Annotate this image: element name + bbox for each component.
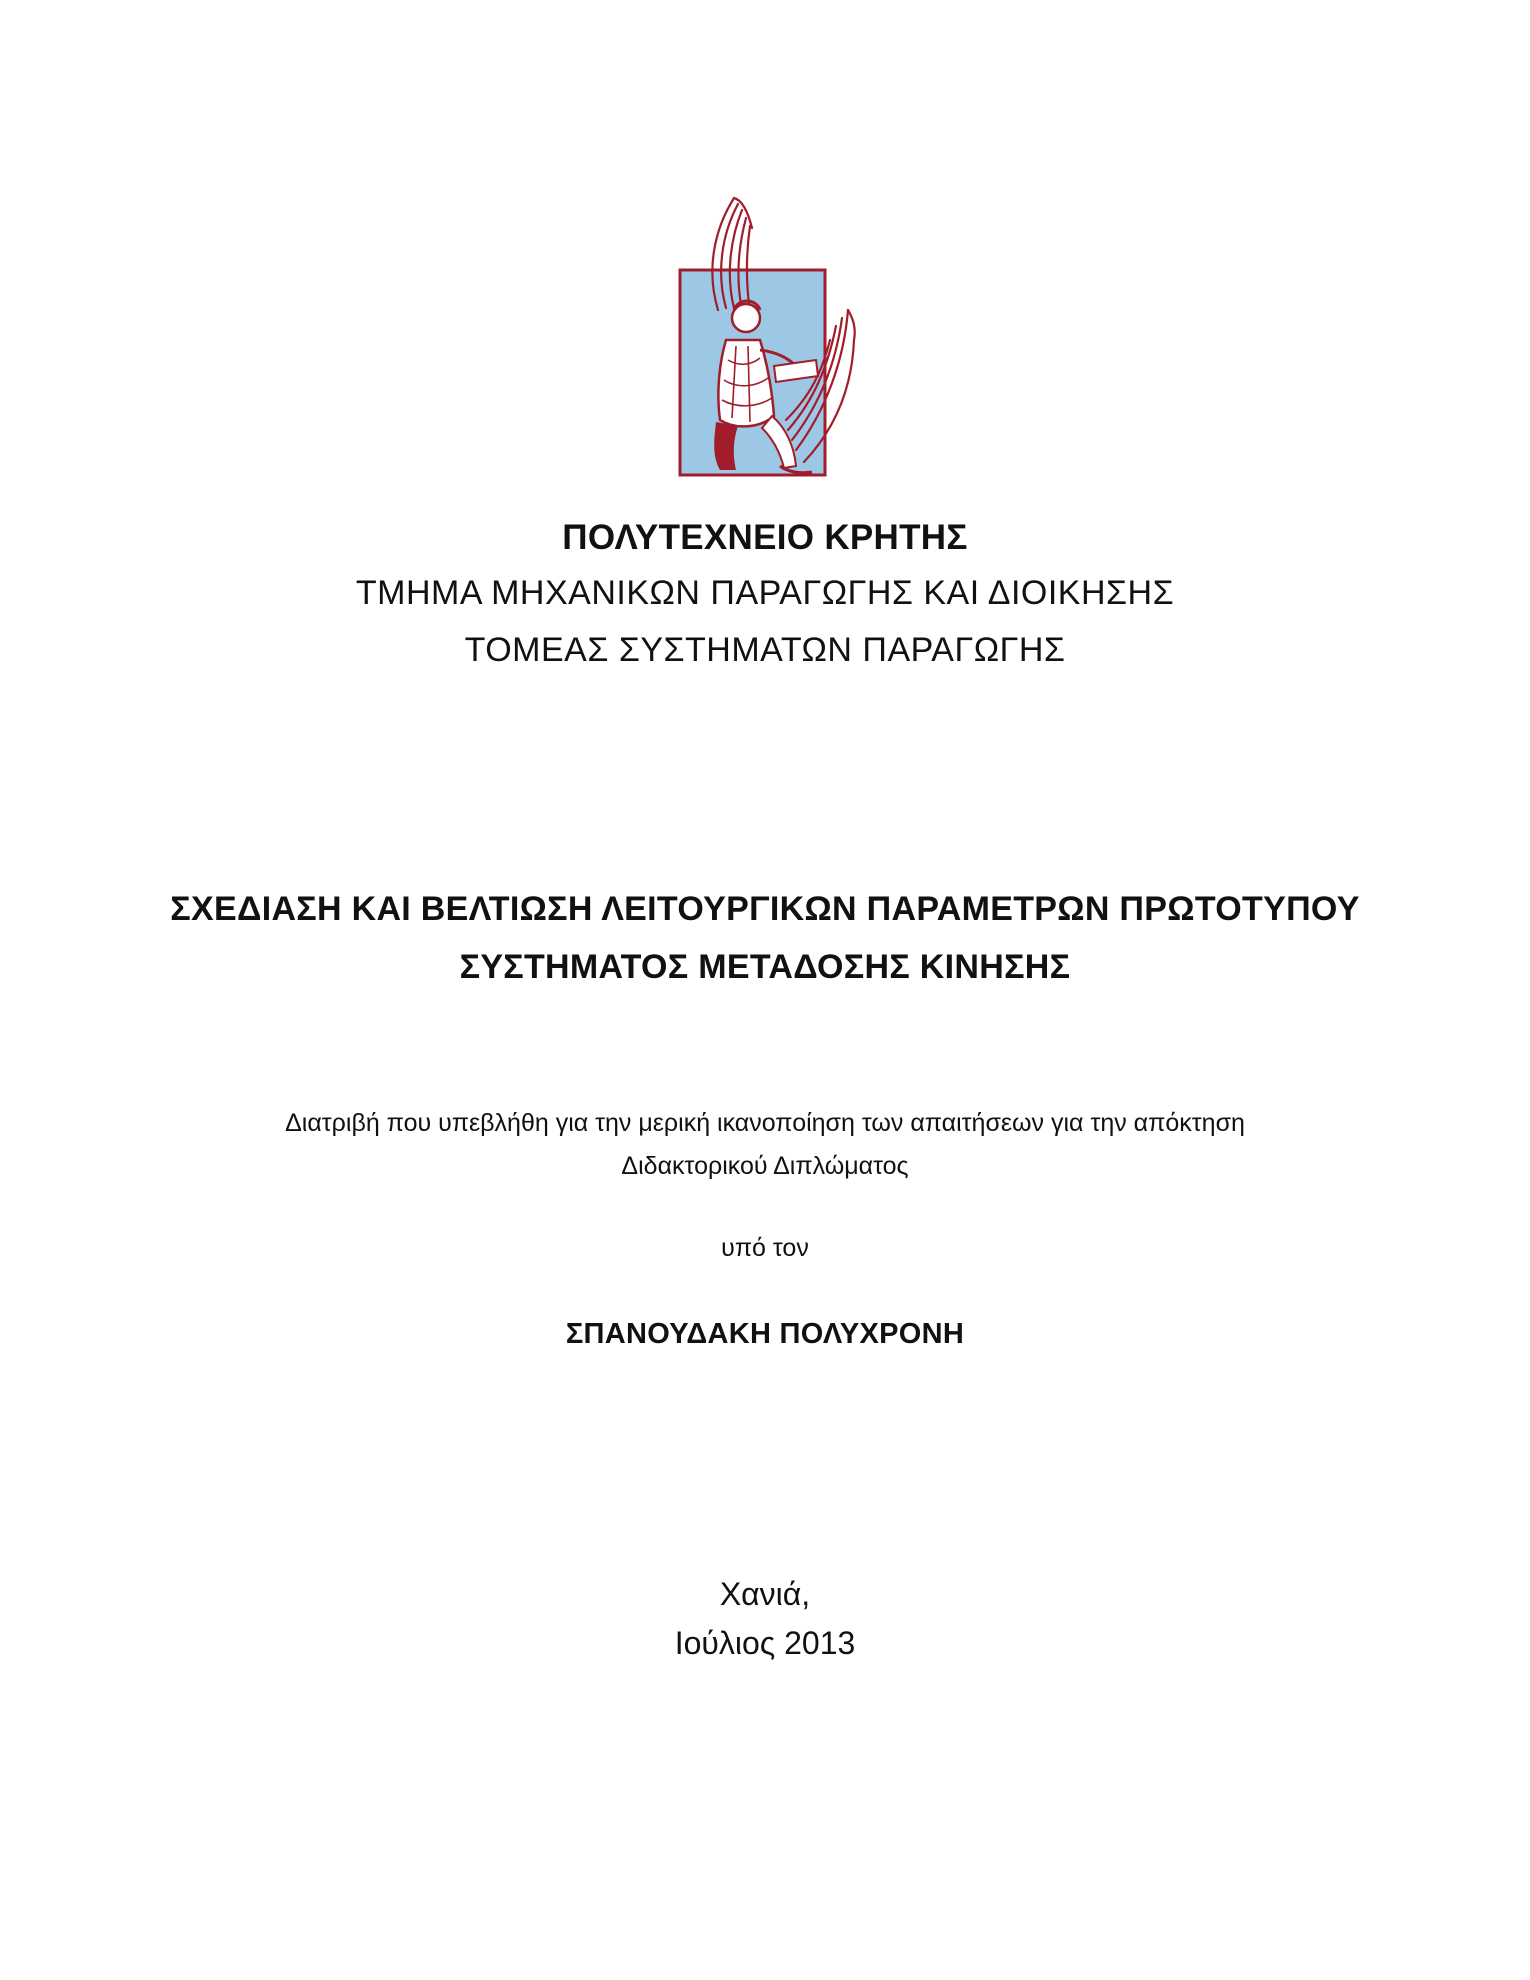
thesis-title — [0, 880, 1530, 996]
department-name: ΤΜΗΜΑ ΜΗΧΑΝΙΚΩΝ ΠΑΡΑΓΩΓΗΣ ΚΑΙ ΔΙΟΙΚΗΣΗΣ — [355, 574, 1175, 612]
date-label: Ιούλιος 2013 — [674, 1625, 856, 1661]
description-line: Διδακτορικού Διπλώματος — [621, 1152, 909, 1180]
university-logo — [676, 190, 860, 480]
by-label: υπό τον — [721, 1234, 809, 1262]
sector-name: ΤΟΜΕΑΣ ΣΥΣΤΗΜΑΤΩΝ ΠΑΡΑΓΩΓΗΣ — [464, 631, 1066, 669]
thesis-description — [0, 1102, 1530, 1188]
author-name: ΣΠΑΝΟΥΔΑΚΗ ΠΟΛΥΧΡΟΝΗ — [565, 1318, 965, 1350]
city-label: Χανιά, — [719, 1576, 811, 1612]
university-name: ΠΟΛΥΤΕΧΝΕΙΟ ΚΡΗΤΗΣ — [562, 518, 968, 557]
winged-figure-emblem-icon — [676, 190, 860, 480]
thesis-title-line: ΣΧΕΔΙΑΣΗ ΚΑΙ ΒΕΛΤΙΩΣΗ ΛΕΙΤΟΥΡΓΙΚΩΝ ΠΑΡΑΜΕΤΡΩΝ ΠΡΩΤΟΤΥΠΟΥ — [170, 890, 1360, 928]
thesis-title-line: ΣΥΣΤΗΜΑΤΟΣ ΜΕΤΑΔΟΣΗΣ ΚΙΝΗΣΗΣ — [459, 948, 1071, 986]
description-line: Διατριβή που υπεβλήθη για την μερική ικανοποίηση των απαιτήσεων για την απόκτηση — [285, 1109, 1245, 1137]
